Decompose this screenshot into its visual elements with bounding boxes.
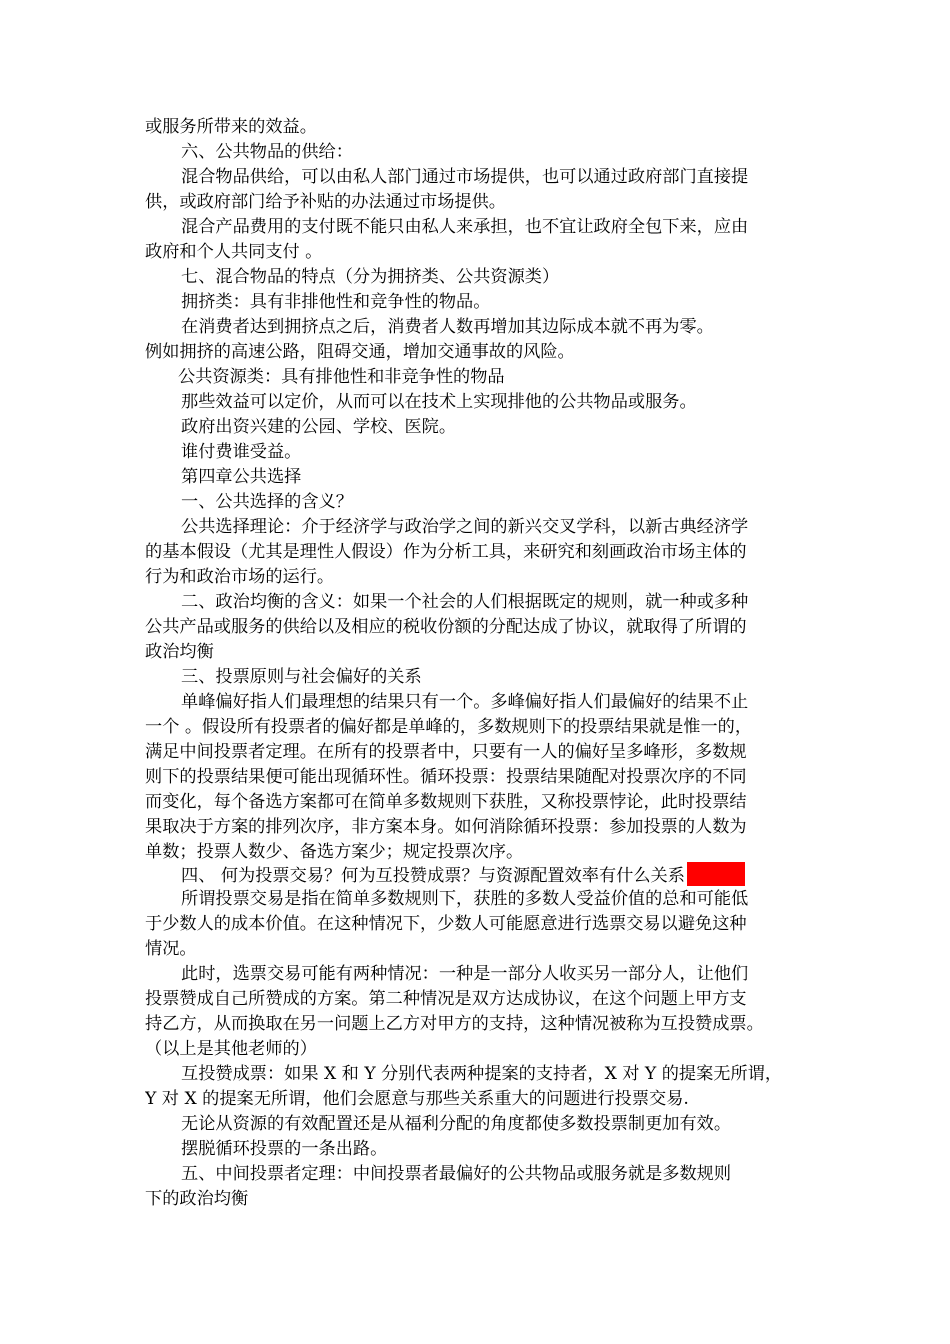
text-line: 下的政治均衡 (145, 1189, 249, 1209)
text-line: 单峰偏好指人们最理想的结果只有一个。多峰偏好指人们最偏好的结果不止 (181, 692, 749, 712)
text-line: 公共产品或服务的供给以及相应的税收份额的分配达成了协议，就取得了所谓的 (145, 617, 747, 637)
text-line: 无论从资源的有效配置还是从福利分配的角度都使多数投票制更加有效。 (181, 1114, 732, 1134)
text-line: 持乙方，从而换取在另一问题上乙方对甲方的支持，这种情况被称为互投赞成票。 (145, 1014, 764, 1034)
text-line: 在消费者达到拥挤点之后，消费者人数再增加其边际成本就不再为零。 (181, 317, 714, 337)
text-line: 那些效益可以定价，从而可以在技术上实现排他的公共物品或服务。 (181, 392, 697, 412)
text-line: 政府和个人共同支付 。 (145, 242, 323, 262)
section-heading: 五、中间投票者定理：中间投票者最偏好的公共物品或服务就是多数规则 (181, 1164, 732, 1184)
text-line: 行为和政治市场的运行。 (145, 567, 335, 587)
text-line: 互投赞成票：如果 X 和 Y 分别代表两种提案的支持者，X 对 Y 的提案无所谓， (181, 1064, 783, 1084)
section-heading: 三、投票原则与社会偏好的关系 (181, 667, 422, 687)
section-heading-row (145, 862, 846, 887)
text-line: 的基本假设（尤其是理性人假设）作为分析工具，来研究和刻画政治市场主体的 (145, 542, 747, 562)
text-line: 于少数人的成本价值。在这种情况下，少数人可能愿意进行选票交易以避免这种 (145, 914, 747, 934)
text-line: 一个 。假设所有投票者的偏好都是单峰的，多数规则下的投票结果就是惟一的， (145, 717, 753, 737)
text-line: Y 对 X 的提案无所谓，他们会愿意与那些关系重大的问题进行投票交易. (145, 1089, 689, 1109)
text-line: 公共选择理论：介于经济学与政治学之间的新兴交叉学科，以新古典经济学 (181, 517, 749, 537)
section-heading: 二、政治均衡的含义：如果一个社会的人们根据既定的规则，就一种或多种 (181, 592, 749, 612)
section-heading: 七、混合物品的特点（分为拥挤类、公共资源类） (181, 267, 560, 287)
chapter-heading: 第四章公共选择 (181, 467, 302, 487)
text-line: 或服务所带来的效益。 (145, 117, 317, 137)
text-line: 谁付费谁受益。 (181, 442, 302, 462)
section-heading: 六、公共物品的供给： (181, 142, 353, 162)
text-line: 则下的投票结果便可能出现循环性。循环投票：投票结果随配对投票次序的不同 (145, 767, 747, 787)
section-heading: 一、公共选择的含义？ (181, 492, 353, 512)
text-line: 此时，选票交易可能有两种情况：一种是一部分人收买另一部分人，让他们 (181, 964, 749, 984)
text-line: 混合产品费用的支付既不能只由私人来承担，也不宜让政府全包下来，应由 (181, 217, 749, 237)
text-line: 例如拥挤的高速公路，阻碍交通，增加交通事故的风险。 (145, 342, 575, 362)
text-line: 所谓投票交易是指在简单多数规则下，获胜的多数人受益价值的总和可能低 (181, 889, 749, 909)
text-line: 单数；投票人数少、备选方案少；规定投票次序。 (145, 842, 524, 862)
text-line: 公共资源类：具有排他性和非竞争性的物品 (178, 367, 505, 387)
text-line: 政治均衡 (145, 642, 214, 662)
text-line: （以上是其他老师的） (145, 1039, 317, 1059)
redaction-mark (687, 862, 745, 886)
text-line: 混合物品供给，可以由私人部门通过市场提供，也可以通过政府部门直接提 (181, 167, 749, 187)
text-line: 拥挤类：具有非排他性和竞争性的物品。 (181, 292, 491, 312)
text-line: 而变化，每个备选方案都可在简单多数规则下获胜，又称投票悖论，此时投票结 (145, 792, 747, 812)
text-line: 满足中间投票者定理。在所有的投票者中，只要有一人的偏好呈多峰形，多数规 (145, 742, 747, 762)
text-line: 果取决于方案的排列次序，非方案本身。如何消除循环投票：参加投票的人数为 (145, 817, 747, 837)
text-line: 投票赞成自己所赞成的方案。第二种情况是双方达成协议，在这个问题上甲方支 (145, 989, 747, 1009)
section-heading: 四、 何为投票交易？何为互投赞成票？与资源配置效率有什么关系 (181, 866, 685, 886)
text-line: 情况。 (145, 939, 197, 959)
text-line: 政府出资兴建的公园、学校、医院。 (181, 417, 457, 437)
text-line: 摆脱循环投票的一条出路。 (181, 1139, 388, 1159)
text-line: 供，或政府部门给予补贴的办法通过市场提供。 (145, 192, 506, 212)
